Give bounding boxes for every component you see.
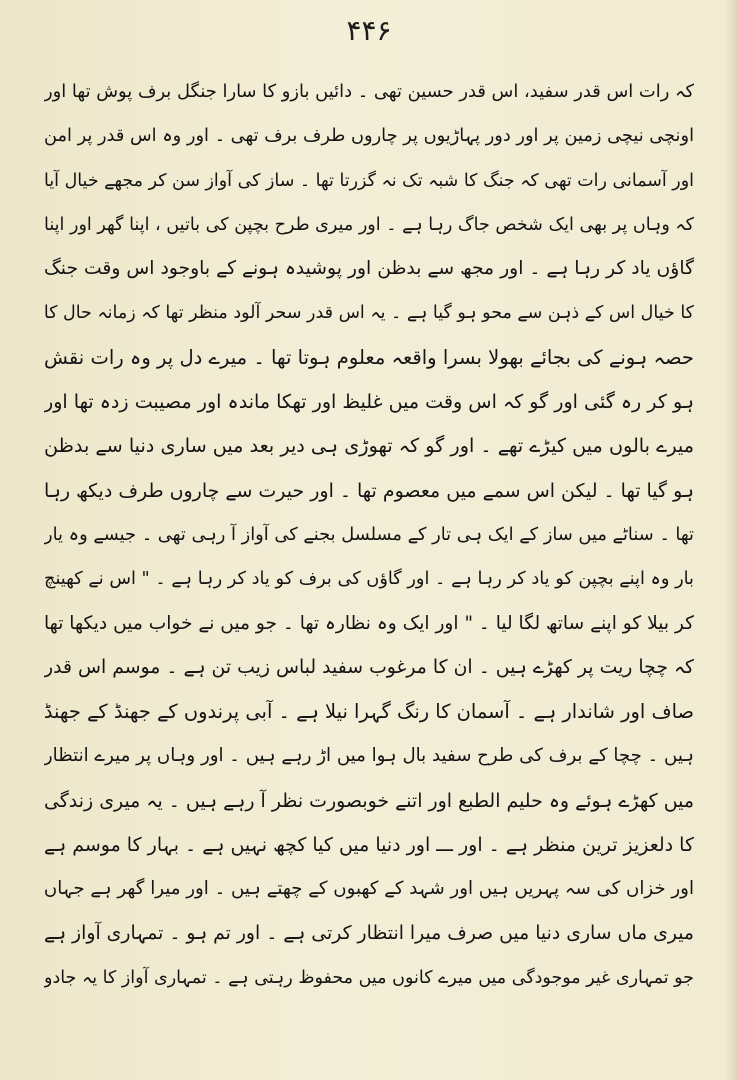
text-line: میرے بالوں میں کیڑے تھے ۔ اور گو کہ تھوڑی ہی دیر بعد میں ساری دنیا سے بدظن <box>44 434 694 458</box>
page-text <box>44 70 694 1000</box>
text-line: کہ رات اس قدر سفید، اس قدر حسین تھی ۔ دائیں بازو کا سارا جنگل برف پوش تھا اور <box>44 81 694 102</box>
text-line: اور خزاں کی سہ پہریں ہیں اور شہد کے کھبوں کے چھتے ہیں ۔ اور میرا گھر ہے جہاں <box>44 878 694 900</box>
text-line: ہو کر رہ گئی اور گو کہ اس وقت میں غلیظ اور تھکا ماندہ اور مصیبت زدہ تھا اور <box>44 391 694 414</box>
text-line: صاف اور شاندار ہے ۔ آسمان کا رنگ گہرا نیلا ہے ۔ آبی پرندوں کے جھنڈ کے جھنڈ <box>44 700 694 724</box>
page-edge-shadow <box>724 0 738 1080</box>
text-line: میری ماں ساری دنیا میں صرف میرا انتظار کرتی ہے ۔ اور تم ہو ۔ تمہاری آواز ہے <box>44 922 694 944</box>
text-line: جو تمہاری غیر موجودگی میں میرے کانوں میں محفوظ رہتی ہے ۔ تمہاری آواز کا یہ جادو <box>44 967 694 988</box>
text-line: کر بیلا کو اپنے ساتھ لگا لیا ۔ " اور ایک وہ نظارہ تھا ۔ جو میں نے خواب میں دیکھا تھا <box>44 612 694 634</box>
text-line: ہو گیا تھا ۔ لیکن اس سمے میں معصوم تھا ۔ اور حیرت سے چاروں طرف دیکھ رہا <box>44 479 694 502</box>
text-line: کا خیال اس کے ذہن سے محو ہو گیا ہے ۔ یہ اس قدر سحر آلود منظر تھا کہ زمانہ حال کا <box>44 303 694 324</box>
text-line: اونچی نیچی زمین پر اور دور پہاڑیوں پر چاروں طرف برف تھی ۔ اور وہ اس قدر پر امن <box>44 126 694 147</box>
text-line: تھا ۔ سناٹے میں ساز کے ایک ہی تار کے مسلسل بجنے کی آواز آ رہی تھی ۔ جیسے وہ یار <box>44 523 694 545</box>
text-line: میں کھڑے ہوئے وہ حلیم الطبع اور اتنے خوبصورت نظر آ رہے ہیں ۔ یہ میری زندگی <box>44 789 694 812</box>
text-line: کہ چچا ریت پر کھڑے ہیں ۔ ان کا مرغوب سفید لباس زیب تن ہے ۔ موسم اس قدر <box>44 656 694 678</box>
text-line: حصہ ہونے کی بجائے بھولا بسرا واقعہ معلوم ہوتا تھا ۔ میرے دل پر وہ رات نقش <box>44 345 694 369</box>
text-line: کہ وہاں پر بھی ایک شخص جاگ رہا ہے ۔ اور میری طرح بچپن کی باتیں ، اپنا گھر اور اپنا <box>44 214 694 235</box>
page-number: ۴۴۶ <box>346 14 392 47</box>
text-line: اور آسمانی رات تھی کہ جنگ کا شبہ تک نہ گزرتا تھا ۔ ساز کی آواز سن کر مجھے خیال آیا <box>44 170 694 191</box>
text-line: کا دلعزیز ترین منظر ہے ۔ اور ـــ اور دنیا میں کیا کچھ نہیں ہے ۔ بہار کا موسم ہے <box>44 834 694 857</box>
text-line: گاؤں یاد کر رہا ہے ۔ اور مجھ سے بدظن اور پوشیدہ ہونے کے باوجود اس وقت جنگ <box>44 258 694 280</box>
text-line: ہیں ۔ چچا کے برف کی طرح سفید بال ہوا میں اڑ رہے ہیں ۔ اور وہاں پر میرے انتظار <box>44 745 694 767</box>
text-line: بار وہ اپنے بچپن کو یاد کر رہا ہے ۔ اور گاؤں کی برف کو یاد کر رہا ہے ۔ " اس نے کھینچ <box>44 569 694 590</box>
